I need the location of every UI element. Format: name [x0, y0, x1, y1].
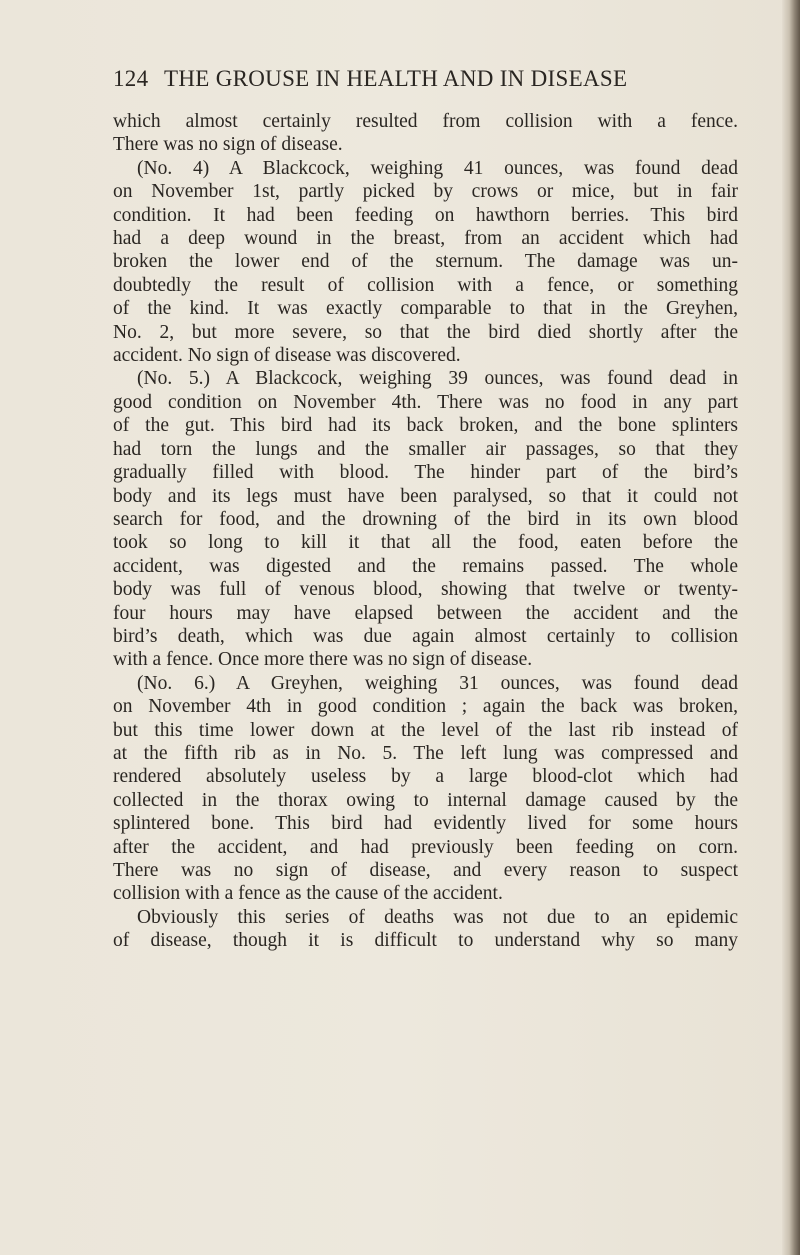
text-line: of the gut. This bird had its back broken, and the bone splinters [113, 415, 738, 437]
text-line: There was no sign of disease, and every reason to suspect [113, 860, 738, 881]
text-line: splintered bone. This bird had evidently lived for some hours [113, 813, 738, 835]
page-number: 124 [113, 66, 149, 91]
book-spine-shadow [782, 0, 800, 1255]
running-header [113, 66, 733, 92]
text-line: Obviously this series of deaths was not due to an epidemic [137, 906, 738, 928]
text-line: good condition on November 4th. There was no food in any part [113, 391, 738, 413]
text-line: of the kind. It was exactly comparable to that in the Greyhen, [113, 298, 738, 320]
text-line: at the fifth rib as in No. 5. The left lung was compressed and [113, 742, 738, 764]
text-line: after the accident, and had previously been feeding on corn. [113, 836, 738, 858]
text-line: (No. 6.) A Greyhen, weighing 31 ounces, was found dead [137, 672, 738, 694]
running-title: THE GROUSE IN HEALTH AND IN DISEASE [164, 66, 628, 91]
text-line: (No. 4) A Blackcock, weighing 41 ounces, was found dead [137, 157, 738, 179]
text-line: of disease, though it is difficult to understand why so many [113, 930, 738, 952]
text-line: on November 1st, partly picked by crows or mice, but in fair [113, 181, 738, 203]
text-line: body and its legs must have been paralysed, so that it could not [113, 485, 738, 507]
text-line: four hours may have elapsed between the accident and the [113, 602, 738, 624]
text-line: had a deep wound in the breast, from an accident which had [113, 228, 738, 250]
text-line: collision with a fence as the cause of the accident. [113, 883, 503, 905]
text-line: There was no sign of disease. [113, 134, 343, 156]
text-line: search for food, and the drowning of the bird in its own blood [113, 508, 738, 530]
text-line: on November 4th in good condition ; again the back was broken, [113, 696, 738, 718]
text-line: which almost certainly resulted from collision with a fence. [113, 111, 738, 132]
text-line: had torn the lungs and the smaller air passages, so that they [113, 438, 738, 460]
text-line: accident, was digested and the remains passed. The whole [113, 555, 738, 577]
text-line: with a fence. Once more there was no sign of disease. [113, 649, 533, 671]
text-line: condition. It had been feeding on hawthorn berries. This bird [113, 204, 738, 226]
text-line: gradually filled with blood. The hinder part of the bird’s [113, 462, 738, 484]
text-line: rendered absolutely useless by a large blood-clot which had [113, 766, 738, 788]
text-line: doubtedly the result of collision with a fence, or something [113, 274, 738, 296]
text-line: bird’s death, which was due again almost certainly to collision [113, 625, 738, 647]
text-line: body was full of venous blood, showing that twelve or twenty- [113, 579, 738, 601]
text-line: No. 2, but more severe, so that the bird died shortly after the [113, 321, 738, 343]
text-line: accident. No sign of disease was discovered. [113, 345, 461, 367]
text-line: but this time lower down at the level of the last rib instead of [113, 719, 738, 741]
text-line: took so long to kill it that all the food, eaten before the [113, 532, 738, 554]
body-text [113, 110, 738, 953]
text-line: (No. 5.) A Blackcock, weighing 39 ounces, was found dead in [137, 368, 738, 390]
text-line: broken the lower end of the sternum. The damage was un- [113, 251, 738, 273]
text-line: collected in the thorax owing to internal damage caused by the [113, 789, 738, 811]
